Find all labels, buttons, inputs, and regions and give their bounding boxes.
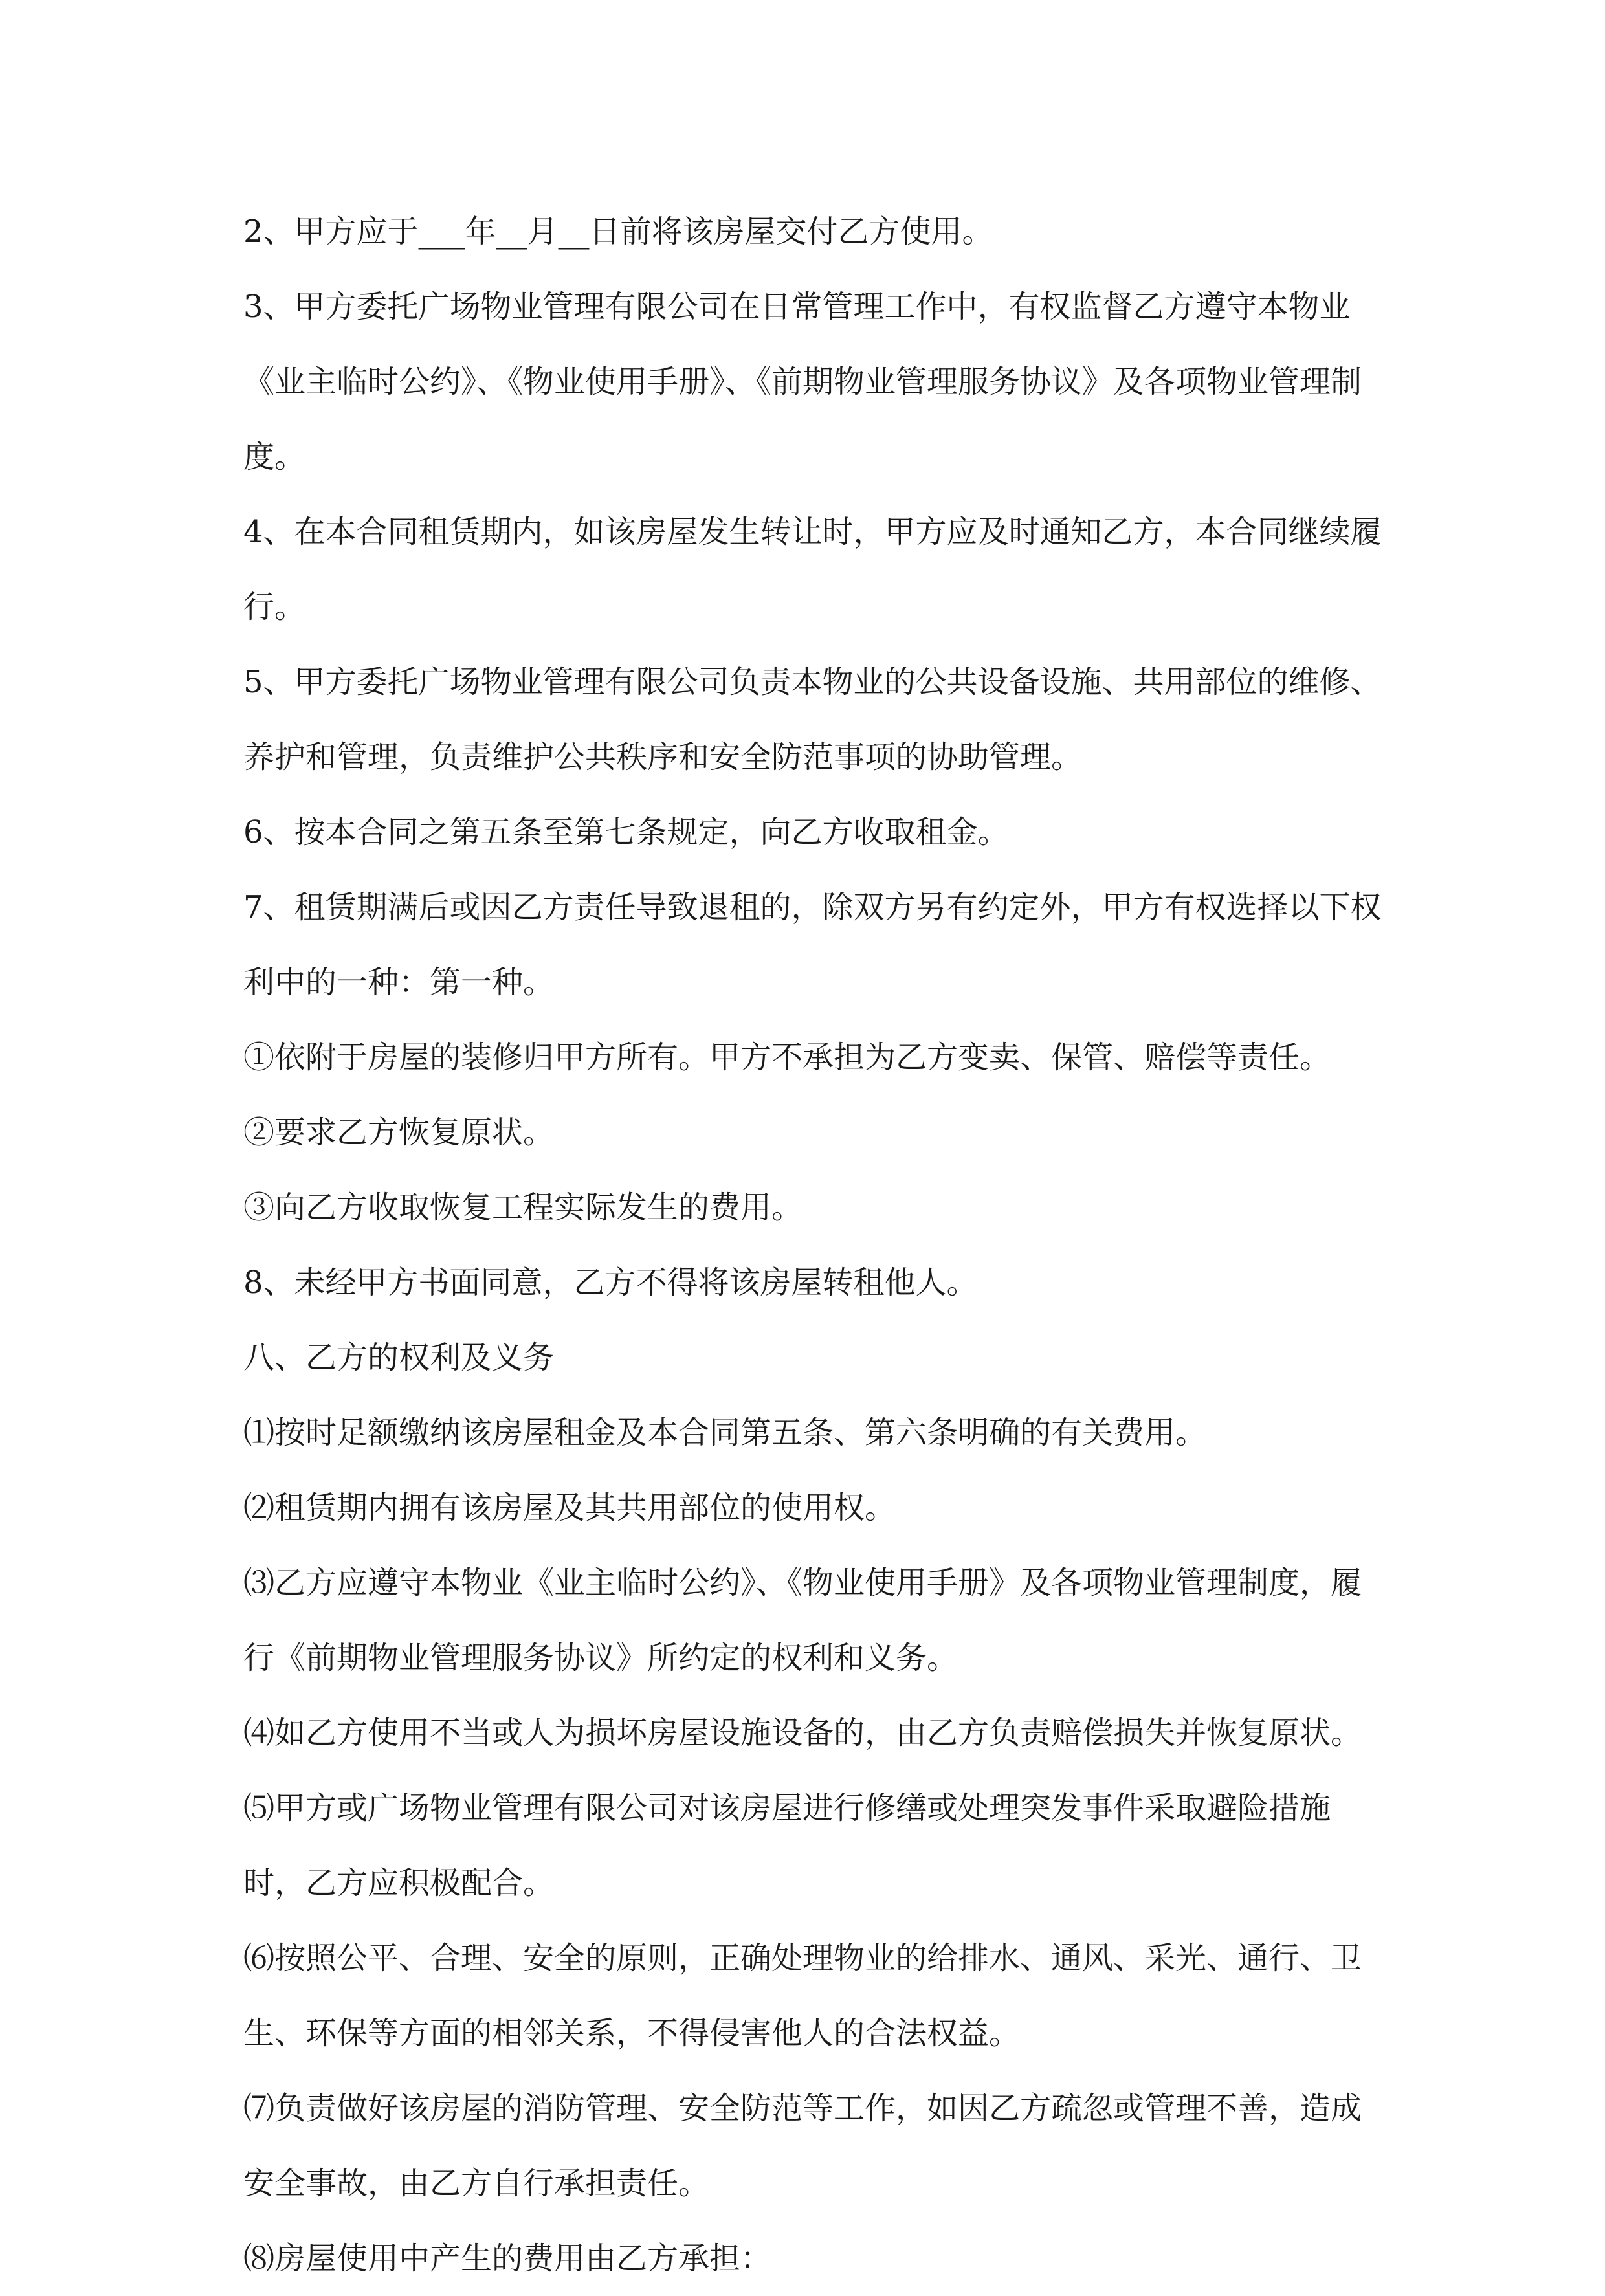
paragraph-tenant-duty-1: ⑴按时足额缴纳该房屋租金及本合同第五条、第六条明确的有关费用。 bbox=[243, 1415, 1207, 1451]
paragraph-rent-collection: 6、按本合同之第五条至第七条规定，向乙方收取租金。 bbox=[243, 814, 1009, 850]
paragraph-tenant-duty-2: ⑵租赁期内拥有该房屋及其共用部位的使用权。 bbox=[243, 1490, 896, 1526]
paragraph-option-2: ②要求乙方恢复原状。 bbox=[243, 1114, 555, 1151]
paragraph-tenant-duty-4: ⑷如乙方使用不当或人为损坏房屋设施设备的，由乙方负责赔偿损失并恢复原状。 bbox=[243, 1715, 1362, 1751]
paragraph-tenant-duty-5: ⑸甲方或广场物业管理有限公司对该房屋进行修缮或处理突发事件采取避险措施时，乙方应积极配合。 bbox=[243, 1790, 1331, 1901]
paragraph-delivery-date: 2、甲方应于___年__月__日前将该房屋交付乙方使用。 bbox=[243, 214, 993, 250]
paragraph-option-1: ①依附于房屋的装修归甲方所有。甲方不承担为乙方变卖、保管、赔偿等责任。 bbox=[243, 1039, 1331, 1076]
paragraph-maintenance: 5、甲方委托广场物业管理有限公司负责本物业的公共设备设施、共用部位的维修、养护和管理，负责维护公共秩序和安全防范事项的协助管理。 bbox=[243, 664, 1382, 775]
paragraph-no-sublease: 8、未经甲方书面同意，乙方不得将该房屋转租他人。 bbox=[243, 1264, 978, 1301]
section-heading-tenant-rights: 八、乙方的权利及义务 bbox=[243, 1340, 555, 1376]
paragraph-tenant-duty-8: ⑻房屋使用中产生的费用由乙方承担： bbox=[243, 2240, 772, 2277]
document-body bbox=[243, 194, 1382, 2296]
paragraph-lease-expiry-rights: 7、租赁期满后或因乙方责任导致退租的，除双方另有约定外，甲方有权选择以下权利中的一种：第一种。 bbox=[243, 889, 1382, 1000]
paragraph-option-3: ③向乙方收取恢复工程实际发生的费用。 bbox=[243, 1189, 803, 1226]
paragraph-tenant-duty-3: ⑶乙方应遵守本物业《业主临时公约》、《物业使用手册》及各项物业管理制度，履行《前期物业管理服务协议》所约定的权利和义务。 bbox=[243, 1565, 1362, 1676]
paragraph-tenant-duty-7: ⑺负责做好该房屋的消防管理、安全防范等工作，如因乙方疏忽或管理不善，造成安全事故，由乙方自行承担责任。 bbox=[243, 2090, 1362, 2202]
paragraph-property-supervision: 3、甲方委托广场物业管理有限公司在日常管理工作中，有权监督乙方遵守本物业《业主临时公约》、《物业使用手册》、《前期物业管理服务协议》及各项物业管理制度。 bbox=[243, 289, 1362, 475]
paragraph-tenant-duty-6: ⑹按照公平、合理、安全的原则，正确处理物业的给排水、通风、采光、通行、卫生、环保等方面的相邻关系，不得侵害他人的合法权益。 bbox=[243, 1940, 1362, 2051]
paragraph-transfer-notice: 4、在本合同租赁期内，如该房屋发生转让时，甲方应及时通知乙方，本合同继续履行。 bbox=[243, 514, 1382, 625]
